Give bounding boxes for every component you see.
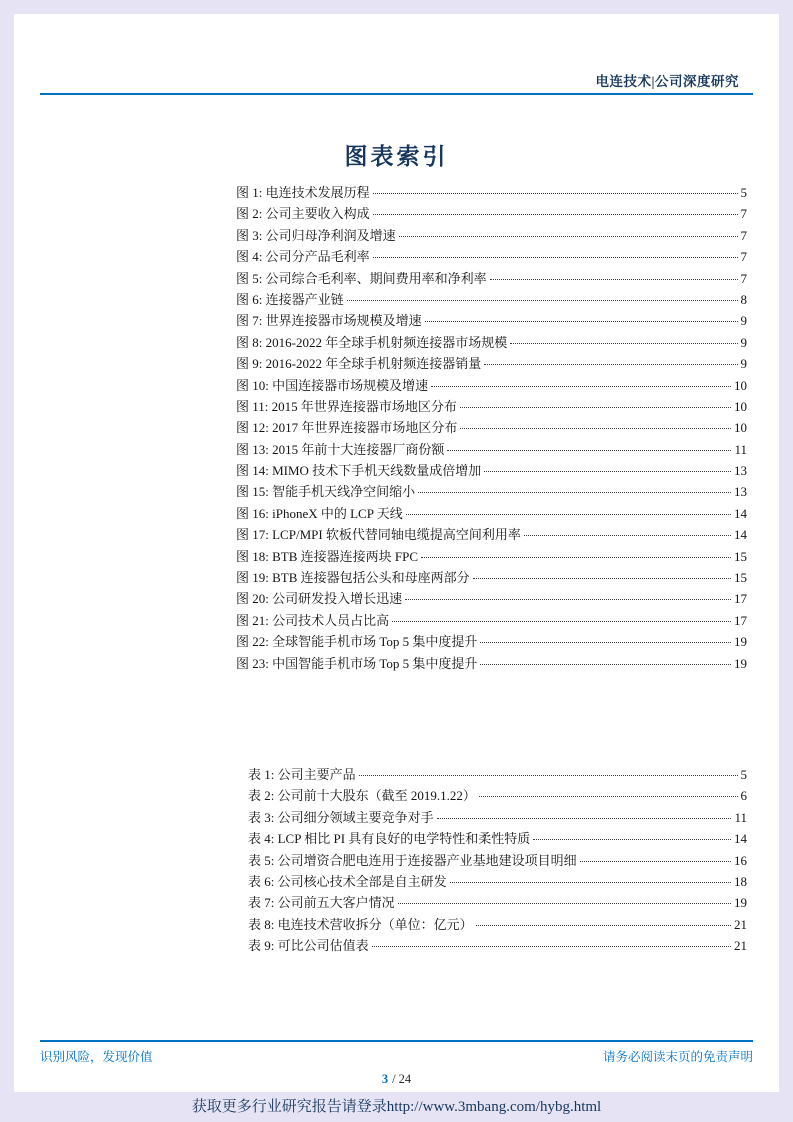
toc-entry-text: 表 9: 可比公司估值表	[248, 938, 369, 954]
dot-leader	[484, 364, 737, 365]
document-page	[14, 14, 779, 1092]
tables-toc-list	[248, 764, 747, 957]
toc-entry-page: 7	[740, 206, 747, 222]
dot-leader	[431, 386, 731, 387]
dot-leader	[484, 471, 731, 472]
toc-entry-page: 14	[734, 831, 747, 847]
toc-entry-page: 19	[734, 895, 747, 911]
dot-leader	[460, 428, 731, 429]
toc-entry	[236, 631, 747, 652]
toc-entry-page: 19	[734, 634, 747, 650]
toc-entry-text: 图 22: 全球智能手机市场 Top 5 集中度提升	[236, 634, 478, 650]
toc-entry-text: 表 4: LCP 相比 PI 具有良好的电学特性和柔性特质	[248, 831, 531, 847]
toc-entry	[236, 396, 747, 417]
toc-entry	[236, 503, 747, 524]
toc-entry	[236, 417, 747, 438]
toc-entry-page: 8	[740, 291, 747, 307]
dot-leader	[473, 578, 731, 579]
toc-entry-page: 13	[734, 463, 747, 479]
dot-leader	[480, 664, 731, 665]
toc-entry	[236, 289, 747, 310]
page-number-current: 3	[381, 1072, 389, 1086]
dot-leader	[421, 557, 731, 558]
toc-entry	[248, 892, 747, 913]
toc-entry-text: 图 9: 2016-2022 年全球手机射频连接器销量	[236, 356, 482, 372]
toc-entry-text: 表 6: 公司核心技术全部是自主研发	[248, 873, 447, 889]
toc-entry-page: 15	[734, 570, 747, 586]
toc-entry-text: 图 8: 2016-2022 年全球手机射频连接器市场规模	[236, 334, 508, 350]
toc-entry-page: 9	[740, 313, 747, 329]
page-footer	[40, 1047, 753, 1065]
toc-entry-text: 表 7: 公司前五大客户情况	[248, 895, 395, 911]
toc-entry	[236, 439, 747, 460]
report-title: 电连技术|公司深度研究	[595, 74, 739, 89]
footer-risk-slogan: 识别风险，发现价值	[40, 1050, 153, 1064]
toc-entry-page: 10	[734, 420, 747, 436]
toc-entry	[236, 225, 747, 246]
dot-leader	[373, 257, 738, 258]
toc-entry-text: 图 1: 电连技术发展历程	[236, 185, 370, 200]
toc-entry-page: 13	[734, 484, 747, 500]
toc-entry	[236, 310, 747, 331]
toc-entry	[236, 610, 747, 631]
toc-entry-text: 表 3: 公司细分领域主要竞争对手	[248, 809, 434, 825]
toc-entry	[236, 353, 747, 374]
toc-entry-text: 表 2: 公司前十大股东（截至 2019.1.22）	[248, 788, 476, 804]
toc-entry-page: 18	[734, 873, 747, 889]
toc-entry	[236, 332, 747, 353]
toc-entry	[248, 785, 747, 806]
dot-leader	[398, 903, 731, 904]
dot-leader	[447, 450, 731, 451]
page-number-total: / 24	[392, 1072, 412, 1086]
footer-disclaimer: 请务必阅读末页的免责声明	[602, 1050, 753, 1064]
toc-entry	[236, 653, 747, 674]
toc-entry-page: 15	[734, 548, 747, 564]
dot-leader	[490, 279, 738, 280]
toc-entry-text: 图 19: BTB 连接器包括公头和母座两部分	[236, 570, 470, 586]
toc-entry	[236, 375, 747, 396]
toc-entry-page: 17	[734, 591, 747, 607]
toc-entry	[248, 935, 747, 956]
toc-entry	[248, 764, 747, 785]
dot-leader	[373, 214, 738, 215]
dot-leader	[533, 839, 731, 840]
dot-leader	[399, 236, 738, 237]
toc-entry	[236, 460, 747, 481]
dot-leader	[347, 300, 738, 301]
dot-leader	[510, 343, 737, 344]
dot-leader	[450, 882, 731, 883]
toc-entry-page: 9	[740, 356, 747, 372]
toc-title: 图表索引	[344, 144, 449, 169]
bottom-banner	[0, 1092, 793, 1122]
dot-leader	[406, 514, 731, 515]
toc-entry-page: 16	[734, 852, 747, 868]
toc-entry	[236, 268, 747, 289]
dot-leader	[359, 775, 738, 776]
toc-entry	[248, 850, 747, 871]
dot-leader	[480, 642, 731, 643]
dot-leader	[460, 407, 731, 408]
toc-entry-page: 10	[734, 398, 747, 414]
figures-toc-list	[236, 182, 747, 674]
toc-entry-text: 图 14: MIMO 技术下手机天线数量成倍增加	[236, 463, 482, 479]
toc-entry	[236, 182, 747, 203]
dot-leader	[373, 193, 738, 194]
toc-entry-page: 6	[740, 788, 747, 804]
footer-divider	[40, 1040, 753, 1042]
toc-entry-text: 表 8: 电连技术营收拆分（单位：亿元）	[248, 916, 473, 932]
toc-entry	[236, 588, 747, 609]
toc-entry-text: 图 23: 中国智能手机市场 Top 5 集中度提升	[236, 655, 478, 671]
dot-leader	[405, 599, 731, 600]
toc-entry-text: 图 17: LCP/MPI 软板代替同轴电缆提高空间利用率	[236, 527, 521, 543]
toc-entry-text: 图 7: 世界连接器市场规模及增速	[236, 313, 422, 329]
dot-leader	[392, 621, 731, 622]
toc-entry	[248, 871, 747, 892]
toc-entry	[248, 828, 747, 849]
toc-entry-text: 图 16: iPhoneX 中的 LCP 天线	[236, 505, 403, 521]
toc-entry-page: 11	[734, 441, 747, 457]
toc-entry	[236, 524, 747, 545]
toc-entry	[236, 546, 747, 567]
toc-entry	[236, 481, 747, 502]
toc-entry-text: 图 6: 连接器产业链	[236, 291, 344, 307]
toc-entry-text: 图 21: 公司技术人员占比高	[236, 612, 390, 628]
download-url-text[interactable]: 获取更多行业研究报告请登录http://www.3mbang.com/hybg.html	[191, 1099, 602, 1115]
toc-entry-text: 图 18: BTB 连接器连接两块 FPC	[236, 548, 419, 564]
dot-leader	[524, 535, 731, 536]
toc-entry-text: 图 2: 公司主要收入构成	[236, 206, 370, 222]
toc-entry-page: 7	[740, 270, 747, 286]
dot-leader	[476, 925, 731, 926]
dot-leader	[372, 946, 731, 947]
toc-entry-page: 7	[740, 249, 747, 265]
toc-entry-page: 11	[734, 809, 747, 825]
toc-entry-page: 17	[734, 612, 747, 628]
toc-entry	[248, 807, 747, 828]
toc-entry-text: 图 15: 智能手机天线净空间缩小	[236, 484, 416, 500]
toc-entry-page: 5	[740, 185, 747, 200]
dot-leader	[479, 796, 738, 797]
toc-entry-text: 图 12: 2017 年世界连接器市场地区分布	[236, 420, 458, 436]
toc-entry-text: 表 5: 公司增资合肥电连用于连接器产业基地建设项目明细	[248, 852, 577, 868]
toc-entry-text: 图 13: 2015 年前十大连接器厂商份额	[236, 441, 445, 457]
toc-entry-page: 7	[740, 227, 747, 243]
dot-leader	[580, 861, 731, 862]
toc-entry	[248, 914, 747, 935]
toc-entry-text: 图 5: 公司综合毛利率、期间费用率和净利率	[236, 270, 487, 286]
page-number	[14, 1072, 779, 1087]
header-divider	[40, 93, 753, 95]
toc-entry-page: 21	[734, 916, 747, 932]
report-header	[40, 70, 739, 90]
toc-entry-page: 10	[734, 377, 747, 393]
dot-leader	[418, 492, 731, 493]
toc-entry-text: 图 3: 公司归母净利润及增速	[236, 227, 396, 243]
toc-entry-text: 图 20: 公司研发投入增长迅速	[236, 591, 403, 607]
toc-entry	[236, 567, 747, 588]
toc-entry	[236, 246, 747, 267]
toc-entry-page: 9	[740, 334, 747, 350]
dot-leader	[437, 818, 732, 819]
toc-entry-page: 14	[734, 527, 747, 543]
toc-entry-text: 图 10: 中国连接器市场规模及增速	[236, 377, 429, 393]
toc-entry	[236, 203, 747, 224]
toc-entry-page: 5	[740, 767, 747, 782]
toc-entry-page: 14	[734, 505, 747, 521]
toc-entry-page: 21	[734, 938, 747, 954]
dot-leader	[425, 321, 738, 322]
toc-entry-page: 19	[734, 655, 747, 671]
toc-entry-text: 表 1: 公司主要产品	[248, 767, 356, 782]
toc-entry-text: 图 11: 2015 年世界连接器市场地区分布	[236, 398, 457, 414]
toc-entry-text: 图 4: 公司分产品毛利率	[236, 249, 370, 265]
